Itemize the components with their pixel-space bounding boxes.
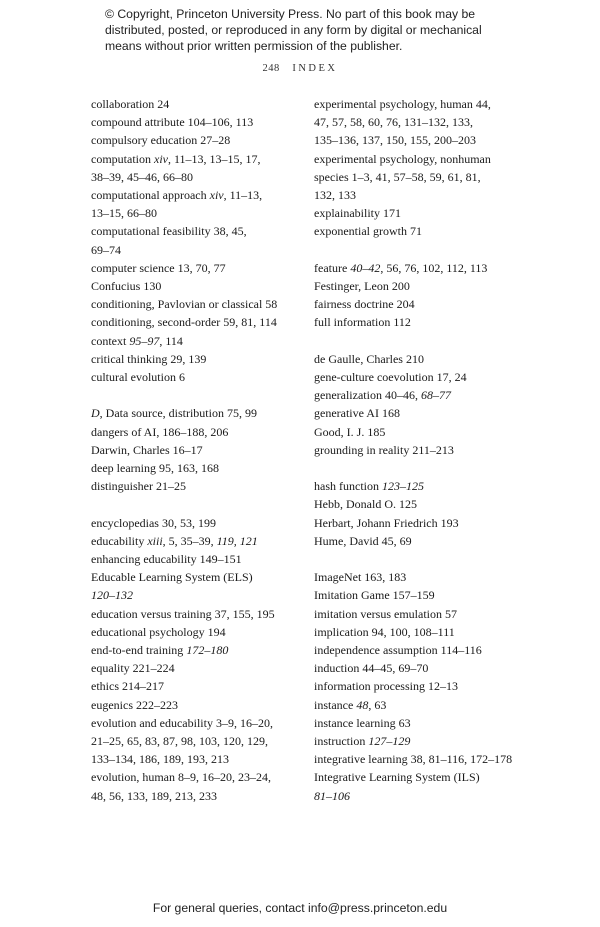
index-entry: Integrative Learning System (ILS) 81–106 (314, 770, 480, 803)
index-entry: ethics 214–217 (91, 679, 164, 694)
index-entry: information processing 12–13 (314, 679, 458, 694)
index-entry: experimental psychology, human 44, 47, 57, 58, 60, 76, 131–132, 133, 135–136, 137, 150, 155, 200–203 (314, 97, 491, 148)
index-entry: exponential growth 71 (314, 224, 422, 239)
index-entry: instance 48, 63 (314, 697, 387, 712)
copyright-line: distributed, posted, or reproduced in any form by digital or mechanical (105, 23, 482, 37)
index-entry: hash function 123–125 (314, 479, 424, 494)
index-entry: feature 40–42, 56, 76, 102, 112, 113 (314, 260, 488, 275)
copyright-line: means without prior written permission of the publisher. (105, 39, 403, 53)
copyright-line: © Copyright, Princeton University Press. No part of this book may be (105, 7, 476, 21)
index-entry: full information 112 (314, 315, 411, 330)
index-entry: Herbart, Johann Friedrich 193 (314, 515, 459, 530)
page-number: 248 (262, 63, 280, 74)
index-entry: Good, I. J. 185 (314, 424, 386, 439)
running-header (0, 63, 600, 74)
letter-group-gap (314, 241, 534, 259)
index-entry: deep learning 95, 163, 168 (91, 461, 219, 476)
index-entry: Darwin, Charles 16–17 (91, 442, 203, 457)
index-entry: educability xiii, 5, 35–39, 119, 121 (91, 533, 258, 548)
letter-group-gap (91, 495, 306, 513)
index-entry: Confucius 130 (91, 279, 162, 294)
index-entry: evolution, human 8–9, 16–20, 23–24, 48, 56, 133, 189, 213, 233 (91, 770, 271, 803)
index-entry: educational psychology 194 (91, 624, 226, 639)
index-entry: ImageNet 163, 183 (314, 570, 407, 585)
index-entry: Imitation Game 157–159 (314, 588, 435, 603)
footer-contact: For general queries, contact info@press.princeton.edu (152, 901, 448, 915)
index-entry: Hebb, Donald O. 125 (314, 497, 417, 512)
index-entry: explainability 171 (314, 206, 401, 221)
index-entry: encyclopedias 30, 53, 199 (91, 515, 216, 530)
index-entry: dangers of AI, 186–188, 206 (91, 424, 229, 439)
index-entry: experimental psychology, nonhuman species 1–3, 41, 57–58, 59, 61, 81, 132, 133 (314, 151, 491, 203)
index-entry: instance learning 63 (314, 715, 411, 730)
index-entry: instruction 127–129 (314, 734, 411, 749)
index-entry: context 95–97, 114 (91, 333, 183, 348)
index-entry: conditioning, Pavlovian or classical 58 (91, 297, 278, 312)
index-entry: fairness doctrine 204 (314, 297, 415, 312)
index-entry: grounding in reality 211–213 (314, 442, 454, 457)
index-entry: computational approach xiv, 11–13, 13–15, 66–80 (91, 188, 263, 221)
index-entry: Educable Learning System (ELS) 120–132 (91, 570, 253, 603)
index-entry: generative AI 168 (314, 406, 400, 421)
index-entry: conditioning, second-order 59, 81, 114 (91, 315, 277, 330)
index-entry: cultural evolution 6 (91, 370, 185, 385)
index-entry: compound attribute 104–106, 113 (91, 115, 254, 130)
index-entry: implication 94, 100, 108–111 (314, 624, 455, 639)
index-entry: evolution and educability 3–9, 16–20, 21–25, 65, 83, 87, 98, 103, 120, 129, 133–134, 186, 189, 193, 213 (91, 715, 273, 767)
letter-group-gap (314, 332, 534, 350)
copyright-notice (105, 6, 545, 54)
index-entry: computational feasibility 38, 45, 69–74 (91, 224, 247, 257)
index-entry: equality 221–224 (91, 661, 175, 676)
index-entry: education versus training 37, 155, 195 (91, 606, 275, 621)
index-entry: induction 44–45, 69–70 (314, 661, 429, 676)
letter-group-gap (91, 386, 306, 404)
index-entry: Festinger, Leon 200 (314, 279, 410, 294)
index-entry: independence assumption 114–116 (314, 643, 482, 658)
index-entry: end-to-end training 172–180 (91, 643, 229, 658)
index-entry: distinguisher 21–25 (91, 479, 186, 494)
index-entry: critical thinking 29, 139 (91, 351, 207, 366)
index-entry: compulsory education 27–28 (91, 133, 231, 148)
index-entry: collaboration 24 (91, 97, 170, 111)
index-entry: gene-culture coevolution 17, 24 (314, 370, 467, 385)
index-entry: de Gaulle, Charles 210 (314, 351, 424, 366)
index-column-right (314, 95, 534, 805)
letter-group-gap (314, 550, 534, 568)
index-entry: eugenics 222–223 (91, 697, 178, 712)
index-entry: computer science 13, 70, 77 (91, 260, 226, 275)
index-column-left (91, 95, 306, 805)
letter-group-gap (314, 459, 534, 477)
index-entry: imitation versus emulation 57 (314, 606, 457, 621)
index-entry: Hume, David 45, 69 (314, 533, 412, 548)
index-entry: computation xiv, 11–13, 13–15, 17, 38–39, 45–46, 66–80 (91, 151, 261, 184)
index-entry: integrative learning 38, 81–116, 172–178 (314, 752, 513, 767)
index-entry: D, Data source, distribution 75, 99 (91, 406, 257, 421)
index-entry: generalization 40–46, 68–77 (314, 388, 451, 403)
section-title: INDEX (292, 63, 338, 74)
index-entry: enhancing educability 149–151 (91, 552, 242, 567)
